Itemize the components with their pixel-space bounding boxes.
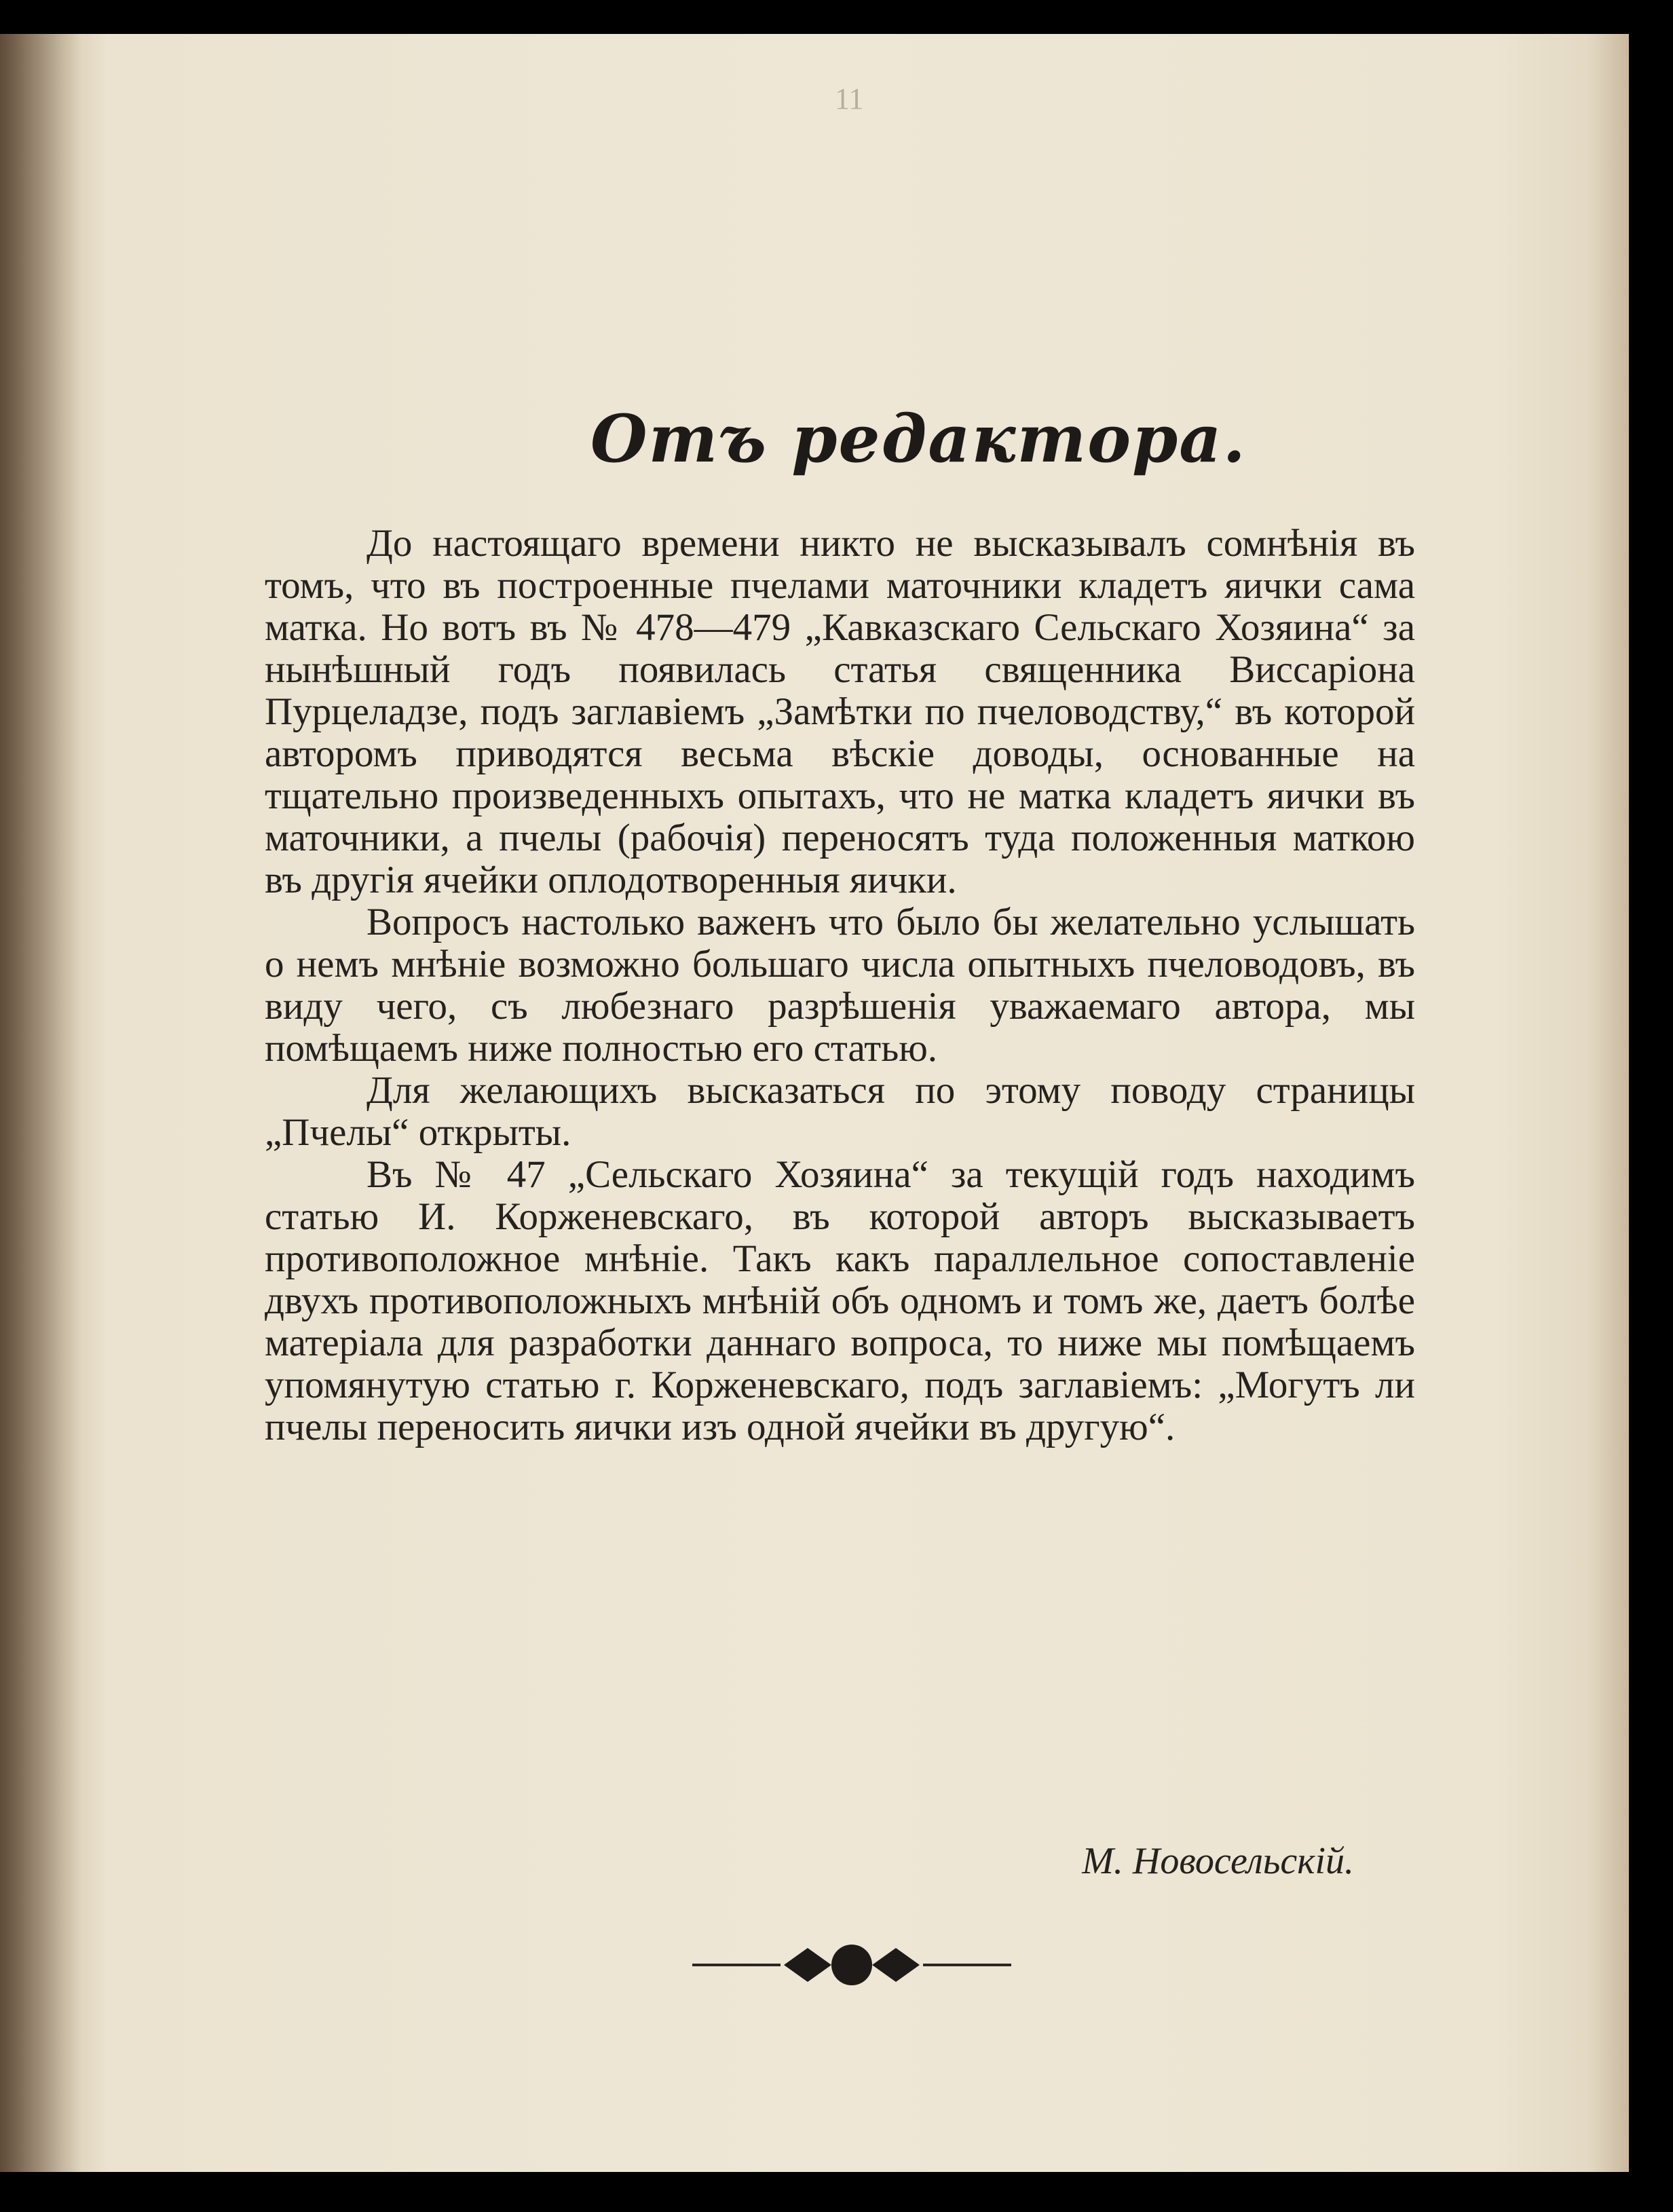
author-signature: М. Новосельскій. (1082, 1840, 1354, 1882)
paragraph: Въ № 47 „Сельскаго Хозяина“ за текущій годъ находимъ статью И. Корженевскаго, въ которой авторъ высказываетъ противоположное мнѣніе. Такъ какъ параллельное сопоставленіе двухъ противоположныхъ мнѣній объ одномъ и томъ же, даетъ болѣе матеріала для разработки даннаго вопроса, то ниже мы помѣщаемъ упомянутую статью г. Корженевскаго, подъ заглавіемъ: „Могутъ ли пчелы переносить яички изъ одной ячейки въ другую“. (265, 1153, 1415, 1448)
end-ornament-icon (692, 1938, 1011, 1992)
paragraph: До настоящаго времени никто не высказывалъ сомнѣнія въ томъ, что въ построенные пчелами маточники кладетъ яички сама матка. Но вотъ въ № 478—479 „Кавказскаго Сельскаго Хозяина“ за нынѣшный годъ появилась статья священника Виссаріона Пурцеладзе, подъ заглавіемъ „Замѣтки по пчеловодству,“ въ которой авторомъ приводятся весьма вѣскіе доводы, основанные на тщательно произведенныхъ опытахъ, что не матка кладетъ яички въ маточники, а пчелы (рабочія) переносятъ туда положенныя маткою въ другія ячейки оплодотворенныя яички. (265, 522, 1415, 901)
paragraph: Для желающихъ высказаться по этому поводу страницы „Пчелы“ открыты. (265, 1069, 1415, 1154)
binding-shadow (0, 34, 81, 2172)
page-number: 11 (835, 82, 864, 115)
page-title: Отъ редактора. (590, 400, 1247, 477)
paragraph: Вопросъ настолько важенъ что было бы желательно услышать о немъ мнѣніе возможно большаго числа опытныхъ пчеловодовъ, въ виду чего, съ любезнаго разрѣшенія уважаемаго автора, мы помѣщаемъ ниже полностью его статью. (265, 901, 1415, 1070)
article-body (265, 523, 1415, 1448)
page-scan (0, 34, 1629, 2172)
